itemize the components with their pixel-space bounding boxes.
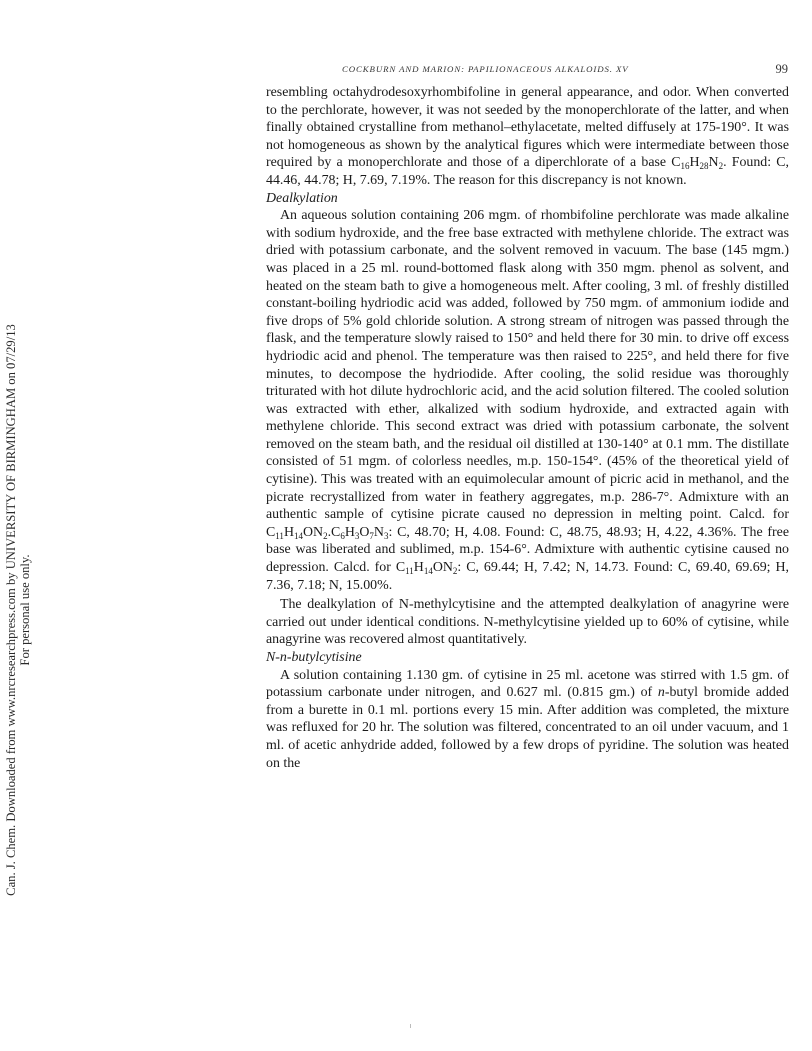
- paragraph-dealkylation: An aqueous solution containing 206 mgm. of rhombifoline perchlorate was made alkaline with sodium hydroxide, and the free base extracted with methylene chloride. The extract was dried with potassium carbonate, and the solvent removed in vacuum. The base (145 mgm.) was placed in a 25 ml. round-bottomed flask along with 350 mgm. phenol as solvent, and heated on the steam bath to give a homogeneous melt. After cooling, 3 ml. of freshly distilled constant-boiling hydriodic acid was added, followed by 750 mgm. of ammonium iodide and five drops of 5% gold chloride solution. A strong stream of nitrogen was passed through the flask, and the temperature slowly raised to 150° and held there for 30 min. to drive off excess hydriodic acid and phenol. The temperature was then raised to 225°, and held there for five minutes, to decompose the hydriodide. After cooling, the solid residue was thoroughly triturated with hot dilute hydrochloric acid, and the acid solution filtered. The cooled solution was extracted with ether, alkalized with sodium hydroxide, and extracted again with methylene chloride. This second extract was dried with potassium carbonate, the solvent removed on the steam bath, and the residual oil distilled at 130-140° at 0.1 mm. The distillate consisted of 51 mgm. of colorless needles, m.p. 150-154°. (45% of the theoretical yield of cytisine). This was treated with an equimolecular amount of picric acid in methanol, and the picrate recrystallized from water in feathery aggregates, m.p. 286-7°. Admixture with an authentic sample of cytisine picrate caused no depression in melting point. Calcd. for $C_{11}H_{14}ON_2.C_6H_3O_7N_3$: C, 48.70; H, 4.08. Found: C, 48.75, 48.93; H, 4.22, 4.36%. The free base was liberated and sublimed, m.p. 154-6°. Admixture with authentic cytisine caused no depression. Calcd. for $C_{11}H_{14}ON_2$: C, 69.44; H, 7.42; N, 14.73. Found: C, 69.40, 69.69; H, 7.36, 7.18; N, 15.00%.: [266, 208, 789, 593]
- paragraph-n-methylcytisine: The dealkylation of N-methylcytisine and the attempted dealkylation of anagyrine were carried out under identical conditions. N-methylcytisine yielded up to 60% of cytisine, while anagyrine was recovered almost quantitatively.: [266, 597, 789, 648]
- article-body: [266, 84, 789, 772]
- section-heading-dealkylation: Dealkylation: [266, 190, 338, 206]
- paragraph-n-butylcytisine: A solution containing 1.130 gm. of cytisine in 25 ml. acetone was stirred with 1.5 gm. of potassium carbonate under nitrogen, and 0.627 ml. (0.815 gm.) of n-butyl bromide added from a burette in 0.1 ml. portions every 15 min. After addition was completed, the mixture was refluxed for 20 hr. The solution was filtered, concentrated to an oil under vacuum, and 1 ml. of acetic anhydride added, followed by a few drops of pyridine. The solution was heated on the: [266, 667, 789, 771]
- section-heading-n-butylcytisine: N-n-butylcytisine: [266, 650, 362, 665]
- watermark-line-2: For personal use only.: [18, 554, 32, 666]
- running-head: COCKBURN AND MARION: PAPILIONACEOUS ALKALOIDS. XV: [342, 64, 629, 74]
- page-number: 99: [775, 62, 788, 76]
- page-header: [266, 60, 796, 80]
- download-watermark: [4, 230, 32, 990]
- paragraph-perchlorate: resembling octahydrodesoxyrhombifoline in general appearance, and odor. When converted to the perchlorate, however, it was not seeded by the monoperchlorate of the latter, and when finally obtained crystalline from methanol–ethylacetate, melted diffusely at 175-190°. It was not homogeneous as shown by the analytical figures which were intermediate between those required by a monoperchlorate and those of a diperchlorate of a base $C_{16}H_{28}N_2$. Found: C, 44.46, 44.78; H, 7.69, 7.19%. The reason for this discrepancy is not known.: [266, 85, 789, 188]
- scan-speck: [410, 1024, 411, 1028]
- watermark-line-1: Can. J. Chem. Downloaded from www.nrcresearchpress.com by UNIVERSITY OF BIRMINGHAM on 07/29/13: [4, 324, 18, 896]
